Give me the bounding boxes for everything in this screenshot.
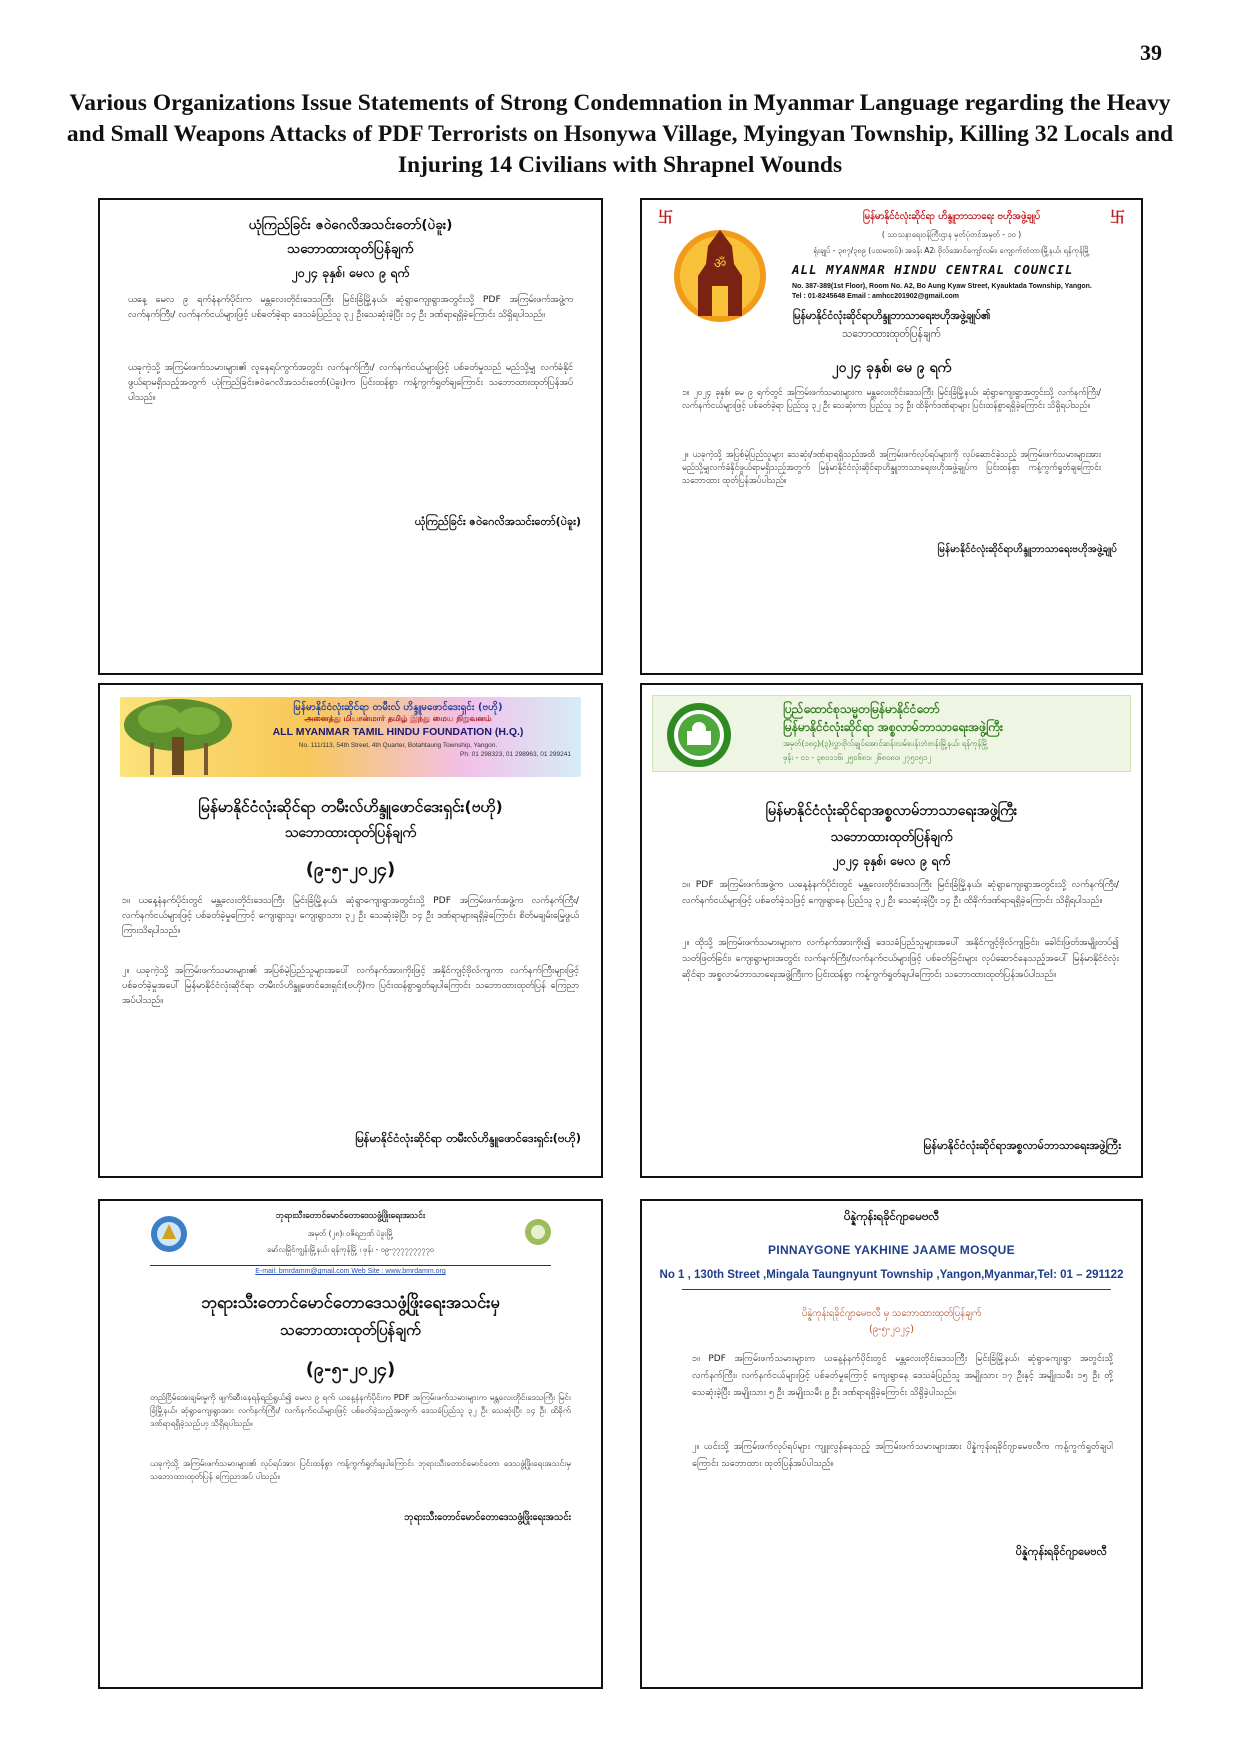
card-title: သဘောထားထုတ်ပြန်ချက် [280,1321,421,1339]
card-signature: ယုံကြည်ခြင်း ဇဝဲဂေလိအသင်းတော်(ပဲခူး) [414,515,581,528]
card-title: သဘောထားထုတ်ပြန်ချက် [284,825,417,841]
banner-english-title: ALL MYANMAR TAMIL HINDU FOUNDATION (H.Q.) [272,726,524,738]
council-seal-icon [665,701,733,769]
association-logo-icon [150,1215,188,1253]
card-paragraph-2: ၂။ ယခုကဲ့သို့ အပြစ်မဲ့ပြည်သူများ သေဆုံး/ဒဏ်ရာရရှိသည်အထိ အကြမ်းဖက်လုပ်ရပ်များကို လုပ်ဆောင်ခဲ့သည့် အကြမ်းဖက်သမားများအား မည်သို့မျှလက်ခံနိုင်ဖွယ်ရာမရှိသည့်အတွက် မြန်မာနိုင်ငံလုံးဆိုင်ရာဟိန္ဒူဘာသာရေးဗဟိုအဖွဲ့ချုပ်က ပြင်းထန်စွာ ကန့်ကွက်ရှုတ်ချကြောင်း သဘောထား ထုတ်ပြန်အပ်ပါသည်။ [682,449,1101,485]
card-title: ပိန္နဲကုန်းရခိုင်ဂျာမေဗလီ မှ သဘောထားထုတ်ပြန်ချက် [801,1308,982,1319]
card-paragraph-2: ၂။ ယခုကဲ့သို့ အကြမ်းဖက်သမားများ၏ အပြစ်မဲ့ပြည်သူများအပေါ် လက်နက်အားကိုးဖြင့် အနိုင်ကျင့်ဗိုလ်ကျကာ လက်နက်ကြီးများဖြင့် ပစ်ခတ်ခဲ့မှုအပေါ် မြန်မာနိုင်ငံလုံးဆိုင်ရာ တမီးလ်ဟိန္ဒူဖောင်ဒေးရှင်း(ဗဟို)က ပြင်းထန်စွာရှုတ်ချပါကြောင်း သဘောထားထုတ်ပြန် ကြေညာအပ်ပါသည်။ [122,965,579,1006]
card-title: သဘောထားထုတ်ပြန်ချက် [830,830,953,845]
card-date: ၂၀၂၄ ခုနှစ်၊ မေလ ၉ ရက် [832,853,951,868]
statement-card-islamic-council [640,683,1143,1178]
card-date: (၉-၅-၂၀၂၄) [305,1359,396,1380]
card-org: မြန်မာနိုင်ငံလုံးဆိုင်ရာအစ္စလာမ်ဘာသာရေးအဖွဲ့ကြီး [765,803,1018,819]
card-paragraph-2: ယခုကဲ့သို့ အကြမ်းဖက်သမားများ၏ လူနေရပ်ကွက်အတွင်း လက်နက်ကြီး/ လက်နက်ငယ်များဖြင့် ပစ်ခတ်မှုသည် မည်သို့မျှ လက်ခံနိုင်ဖွယ်ရာမရှိသည့်အတွက် ယုံကြည်ခြင်းဇဝဲဂေလိအသင်းတော်(ပဲခူး)က ပြင်းထန်စွာ ကန့်ကွက်ရှုတ်ချကြောင်း သဘောထားထုတ်ပြန်အပ်ပါသည်။ [128,362,573,403]
address-line: No. 387-389(1st Floor), Room No. A2, Bo Aung Kyaw Street, Kyauktada Township, Yangon. [792,283,1092,290]
letterhead-english-title: ALL MYANMAR HINDU CENTRAL COUNCIL [792,262,1074,277]
card-org: မြန်မာနိုင်ငံလုံးဆိုင်ရာဟိန္ဒူဘာသာရေးဗဟိုအဖွဲ့ချုပ်၏ [792,310,991,322]
contact-line: Tel : 01-8245648 Email : amhcc201902@gmail.com [792,293,960,300]
card-date: ၂၀၂၄ ခုနှစ်၊ မေလ ၉ ရက် [291,265,410,280]
card-paragraph-1: ၁။ PDF အကြမ်းဖက်အဖွဲ့က ယနေ့နံနက်ပိုင်းတွင် မန္တလေးတိုင်းဒေသကြီး မြင်းခြံမြို့နယ်၊ ဆုံရွာကျေးရွာအတွင်းသို့ လက်နက်ကြီး/လက်နက်ငယ်များဖြင့် ပစ်ခတ်ခဲ့သဖြင့် ကျေးရွာနေ ပြည်သူ ၃၂ ဦး သေဆုံးခဲ့ပြီး ၁၄ ဦး ထိခိုက်ဒဏ်ရာရရှိခဲ့ကြောင်း သိရှိရပါသည်။ [682,879,1119,906]
banner-address: အမှတ်(၁၈၄)၊(၃)လွှာ၊ဗိုလ်ချုပ်အောင်ဆန်းလမ်း၊ပန်းဘဲတန်းမြို့နယ်၊ ရန်ကုန်မြို့ [783,739,988,748]
card-title: သဘောထားထုတ်ပြန်ချက် [842,328,941,340]
letterhead-myanmar-title: မြန်မာနိုင်ငံလုံးဆိုင်ရာ ဟိန္ဒူဘာသာရေး ဗဟိုအဖွဲ့ချုပ် [862,211,1041,222]
email-website-link: E-mail: bmrdamm@gmail.com Web Site : www.bmrdamm.org [255,1268,446,1275]
card-signature: ပိန္နဲကုန်းရခိုင်ဂျာမေဗလီ [1015,1545,1107,1558]
card-paragraph-1: ယနေ့ မေလ ၉ ရက်နံနက်ပိုင်းက မန္တလေးတိုင်းဒေသကြီး မြင်းခြံမြို့နယ်၊ ဆုံရွာကျေးရွာအတွင်းသို့ PDF အကြမ်းဖက်အဖွဲ့က လက်နက်ကြီး/ လက်နက်ငယ်များဖြင့် ပစ်ခတ်ခဲ့ရာ ဒေသခံပြည်သူ ၃၂ ဦးသေဆုံးခဲ့ပြီး ၁၄ ဦး ဒဏ်ရာရရှိခဲ့ကြောင်း သိရှိရပါသည်။ [128,294,573,320]
letterhead-english-title: PINNAYGONE YAKHINE JAAME MOSQUE [768,1243,1015,1257]
card-signature: မြန်မာနိုင်ငံလုံးဆိုင်ရာဟိန္ဒူဘာသာရေးဗဟိုအဖွဲ့ချုပ် [937,544,1117,555]
letterhead-myanmar-address: ရုံးချုပ် - ၃၈၇/၃၈၉ (ပထမထပ်)၊ အခန်း A2၊ ဗိုလ်အောင်ကျော်လမ်း၊ ကျောက်တံတားမြို့နယ်၊ ရန်ကုန်မြို့ [813,246,1090,255]
letterhead-address [792,282,1126,302]
page-number: 39 [1140,40,1162,65]
page-headline: Various Organizations Issue Statements of Strong Condemnation in Myanmar Language regarding the Heavy and Small Weapons Attacks of PDF Terrorists on Hsonywa Village, Myingyan Township, Killing 32 Locals and Injuring 14 Civilians with Shrapnel Wounds [66,90,1174,178]
letterhead-banner [652,695,1131,772]
svg-text:ॐ: ॐ [713,256,727,272]
card-paragraph-1: ၁။ ယနေ့နံနက်ပိုင်းတွင် မန္တလေးတိုင်းဒေသကြီး မြင်းခြံမြို့နယ်၊ ဆုံရွာကျေးရွာအတွင်းသို့ PDF အကြမ်းဖက်အဖွဲ့က လက်နက်ကြီး/လက်နက်ငယ်များဖြင့် ပစ်ခတ်ခဲ့မှုကြောင့် ကျေးရွာသူ၊ ကျေးရွာသား ၃၂ ဦး သေဆုံးခဲ့ပြီး ၁၄ ဦး ဒဏ်ရာများရရှိခဲ့ကြောင်း စိတ်မချမ်းမြေ့ဖွယ် ကြားသိရပါသည်။ [122,895,579,936]
card-paragraph-1: တည်ငြိမ်အေးချမ်းမှုကို ဖျက်ဆီးနေရန်ရည်ရွယ်၍ မေလ ၉ ရက် ယနေ့နံနက်ပိုင်းက PDF အကြမ်းဖက်သမားများက မန္တလေးတိုင်းဒေသကြီး မြင်းခြံမြို့နယ်၊ ဆုံရွာကျေးရွာအား လက်နက်ကြီး/ လက်နက်ငယ်များဖြင့် ပစ်ခတ်ခဲ့သည့်အတွက် ဒေသခံပြည်သူ ၃၂ ဦး သေဆုံးပြီး ၁၄ ဦး ထိခိုက်ဒဏ်ရာရရှိခဲ့သည်ဟု သိရှိရပါသည်။ [150,1392,571,1428]
letterhead-registration: ( သာသနာရေးဝန်ကြီးဌာန မှတ်ပုံတင်အမှတ် - ၁၀ ) [881,230,1022,239]
banner-address [225,741,571,759]
card-paragraph-2: ၂။ ထိုသို့ အကြမ်းဖက်သမားများက လက်နက်အားကိုး၍ ဒေသခံပြည်သူများအပေါ် အနိုင်ကျင့်ဗိုလ်ကျခြင်း၊ ခေါင်းဖြတ်အမျိုးတပ်၍ သတ်ဖြတ်ခြင်း၊ ကျေးရွာများအတွင်း လက်နက်ကြီး/လက်နက်ငယ်များဖြင့် ပစ်ခတ်ခြင်းများ လုပ်ဆောင်နေသည့်အပေါ် မြန်မာနိုင်ငံလုံးဆိုင်ရာ အစ္စလာမ်ဘာသာရေးအဖွဲ့ကြီးက ပြင်းထန်စွာ ကန့်ကွက်ရှုတ်ချပါကြောင်း သဘောထားထုတ်ပြန်အပ်ပါသည်။ [682,937,1119,980]
statement-card-church [98,198,603,675]
card-paragraph-1: ၁။ PDF အကြမ်းဖက်သမားများက ယနေ့နံနက်ပိုင်းတွင် မန္တလေးတိုင်းဒေသကြီး မြင်းခြံမြို့နယ်၊ ဆုံရွာကျေးရွာ အတွင်းသို့ လက်နက်ကြီး၊ လက်နက်ငယ်များဖြင့် ပစ်ခတ်မှုကြောင့် ကျေးရွာနေ ဒေသခံပြည်သူ အမျိုးသား ၁၇ ဦးနှင့် အမျိုးသမီး ၁၅ ဦး တို့သေဆုံးခဲ့ပြီး အမျိုးသား ၅ ဦး အမျိုးသမီး ၉ ဦး ဒဏ်ရာရရှိခဲ့ကြောင်း သိရှိခဲ့ပါသည်။ [692,1354,1113,1398]
letterhead-myanmar-title: ပိန္နဲကုန်းရခိုင်ဂျာမေဗလီ [843,1209,940,1223]
card-paragraph-2: ၂။ ယင်းသို့ အကြမ်းဖက်လုပ်ရပ်များ ကျူးလွန်နေသည့် အကြမ်းဖက်သမားများအား ပိန္နဲကုန်းရခိုင်ဂျာမေဗလီက ကန့်ကွက်ရှုတ်ချပါကြောင်း သဘောထား ထုတ်ပြန်အပ်ပါသည်။ [692,1442,1113,1469]
swastika-icon: 卐 [658,208,674,226]
address-line: No. 111/113, 54th Street, 4th Quarter, Botahtaung Township, Yangon. [298,742,498,749]
card-signature: မြန်မာနိုင်ငံလုံးဆိုင်ရာအစ္စလာမ်ဘာသာရေးအဖွဲ့ကြီး [923,1139,1121,1152]
card-paragraph-2: ယခုကဲ့သို့ အကြမ်းဖက်သမားများ၏ လုပ်ရပ်အား ပြင်းထန်စွာ ကန့်ကွက်ရှုတ်ချပါကြောင်း ဘုရားသီးတောင်မောင်တော ဒေသဖွံ့ဖြိုးရေးအသင်းမှ သဘောထားထုတ်ပြန် ကြေညာအပ် ပါသည်။ [150,1458,571,1481]
letterhead-title: ဘုရားသီးတောင်မောင်တောဒေသဖွံ့ဖြိုးရေးအသင်း [275,1211,426,1221]
divider [682,1289,1111,1290]
card-org: ယုံကြည်ခြင်း ဇဝဲဂေလိအသင်းတော်(ပဲခူး) [248,217,453,233]
card-title: သဘောထားထုတ်ပြန်ချက် [287,241,414,257]
letterhead-address: No 1 , 130th Street ,Mingala Taungnyunt Township ,Yangon,Myanmar,Tel: 01 – 291122 [659,1269,1124,1281]
letterhead-contact: မော်လမြိုင်ကျွန်းမြို့နယ်၊ ရန်ကုန်မြို့ ၊ ဖုန်း - ၀၉-၇၇၇၇၇၇၇၇၇၀ [267,1245,434,1254]
statement-card-hindu-council [640,198,1143,675]
card-signature: မြန်မာနိုင်ငံလုံးဆိုင်ရာ တမီးလ်ဟိန္ဒူဖောင်ဒေးရှင်း(ဗဟို) [355,1131,581,1145]
statement-card-tamil-hindu [98,683,603,1178]
banner-phones: ဖုန်း - ၀၁ - ၃၈၀၁၁၆၊ ၂၅၀၆၈၁၊ ၂၆၈၀၈၀၊ ၂၇၅၁၅၁၂ [783,753,931,762]
banner-myanmar-title: မြန်မာနိုင်ငံလုံးဆိုင်ရာ တမီးလ် ဟိန္ဒူမဖောင်ဒေးရှင်း (ဗဟို) [293,702,503,713]
banner-union-title: ပြည်ထောင်စုသမ္မတမြန်မာနိုင်ငံတော် [783,702,940,716]
banner-tamil-title: அனைத்து மியான்மார் தமிழ் இந்து மைய நிறுவனம் [304,714,492,723]
card-date: (၉-၅-၂၀၂၄) [869,1324,914,1335]
statement-card-development-association [98,1199,603,1689]
letterhead-address: အမှတ် (၂၈)၊ ဝဇိရဉာဏ် ပဲခူးမြို့ [307,1229,394,1238]
statement-card-mosque [640,1199,1143,1689]
card-signature: ဘုရားသီးတောင်မောင်တောဒေသဖွံ့ဖြိုးရေးအသင်း [404,1512,571,1523]
card-date: (၉-၅-၂၀၂၄) [305,859,396,880]
card-date: ၂၀၂၄ ခုနှစ်၊ မေ ၉ ရက် [831,360,952,376]
phone-line: Ph: 01 298323, 01 298963, 01 299241 [460,751,571,758]
card-paragraph-1: ၁။ ၂၀၂၄ ခုနှစ်၊ မေ ၉ ရက်တွင် အကြမ်းဖက်သမားများက မန္တလေးတိုင်းဒေသကြီး မြင်းခြံမြို့နယ်၊ ဆုံရွာကျေးရွာအတွင်းသို့ လက်နက်ကြီး/လက်နက်ငယ်များဖြင့် ပစ်ခတ်ခဲ့ရာ ပြည်သူ ၃၂ ဦး သေဆုံးကာ ပြည်သူ ၁၄ ဦး ထိခိုက်ဒဏ်ရာများ ပြင်းထန်စွာရရှိခဲ့ကြောင်း သိရှိရပါသည်။ [682,387,1101,410]
partner-logo-icon [523,1217,553,1247]
banner-council-title: မြန်မာနိုင်ငံလုံးဆိုင်ရာ အစ္စလာမ်ဘာသာရေးအဖွဲ့ကြီး [783,720,1003,734]
card-org: ဘုရားသီးတောင်မောင်တောဒေသဖွံ့ဖြိုးရေးအသင်းမှ [201,1293,500,1312]
banyan-tree-logo [120,697,238,777]
card-org: မြန်မာနိုင်ငံလုံးဆိုင်ရာ တမီးလ်ဟိန္ဒူဖောင်ဒေးရှင်း(ဗဟို) [198,798,503,816]
letterhead-banner [120,697,581,777]
swastika-icon: 卐 [1109,208,1125,226]
divider [150,1265,551,1266]
